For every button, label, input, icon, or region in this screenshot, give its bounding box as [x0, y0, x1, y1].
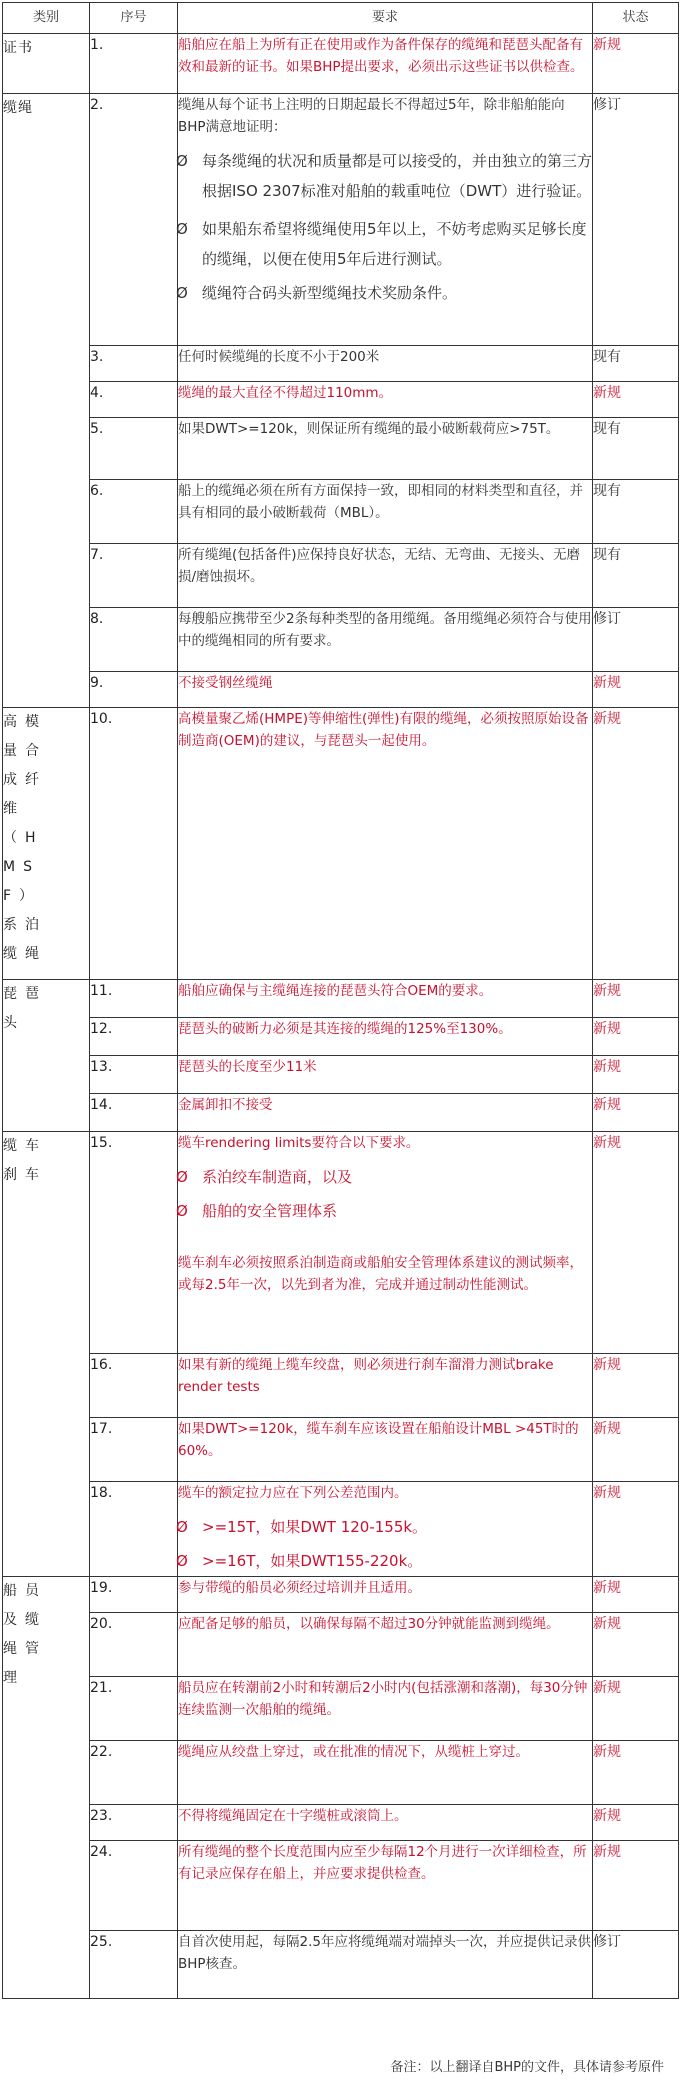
row-number: 25.	[90, 1931, 178, 1999]
table-row	[3, 1677, 679, 1741]
header-status: 状态	[593, 3, 679, 34]
category-cell: 证书	[3, 34, 90, 94]
status-badge: 现有	[593, 480, 679, 544]
table-row	[3, 94, 679, 346]
requirement-text: 任何时候缆绳的长度不小于200米	[178, 346, 593, 382]
requirement-text: 缆车rendering limits要符合以下要求。	[178, 1135, 420, 1151]
status-badge: 新规	[593, 672, 679, 708]
status-badge: 新规	[593, 1018, 679, 1056]
row-number: 15.	[90, 1132, 178, 1354]
status-badge: 修订	[593, 1931, 679, 1999]
requirement-text: 应配备足够的船员，以确保每隔不超过30分钟就能监测到缆绳。	[178, 1613, 593, 1677]
status-badge: 新规	[593, 708, 679, 980]
table-row	[3, 1482, 679, 1577]
table-row	[3, 1018, 679, 1056]
row-number: 19.	[90, 1577, 178, 1613]
table-row	[3, 1931, 679, 1999]
table-row	[3, 1741, 679, 1805]
requirement-text: 缆绳从每个证书上注明的日期起最长不得超过5年，除非船舶能向BHP满意地证明：	[178, 97, 565, 135]
category-cell: 船员及缆绳管理	[3, 1577, 90, 1999]
header-number: 序号	[90, 3, 178, 34]
row-number: 16.	[90, 1354, 178, 1418]
status-badge: 新规	[593, 1482, 679, 1577]
header-category: 类别	[3, 3, 90, 34]
row-number: 13.	[90, 1056, 178, 1094]
requirement-text: 如果DWT>=120k，则保证所有缆绳的最小破断载荷应>75T。	[178, 418, 593, 480]
row-number: 23.	[90, 1805, 178, 1841]
row-number: 5.	[90, 418, 178, 480]
requirement-text: 不得将缆绳固定在十字缆桩或滚筒上。	[178, 1805, 593, 1841]
table-row	[3, 1132, 679, 1354]
sub-item: Ø 缆绳符合码头新型缆绳技术奖励条件。	[178, 278, 592, 308]
requirement-text: 缆绳的最大直径不得超过110mm。	[178, 382, 593, 418]
table-row	[3, 480, 679, 544]
requirement-cell	[178, 94, 593, 346]
row-number: 3.	[90, 346, 178, 382]
sub-item: Ø >=16T，如果DWT155-220k。	[178, 1546, 592, 1576]
requirement-text: 缆车的额定拉力应在下列公差范围内。	[178, 1485, 408, 1501]
status-badge: 新规	[593, 1577, 679, 1613]
row-number: 12.	[90, 1018, 178, 1056]
status-badge: 新规	[593, 1418, 679, 1482]
requirement-text: 船舶应在船上为所有正在使用或作为备件保存的缆绳和琵琶头配备有效和最新的证书。如果BHP提出要求，必须出示这些证书以供检查。	[178, 34, 593, 94]
row-number: 2.	[90, 94, 178, 346]
requirement-text: 如果有新的缆绳上缆车绞盘，则必须进行刹车溜滑力测试brake render tests	[178, 1354, 593, 1418]
sub-item: Ø 船舶的安全管理体系	[178, 1196, 592, 1226]
table-row	[3, 418, 679, 480]
status-badge: 新规	[593, 980, 679, 1018]
status-badge: 现有	[593, 346, 679, 382]
table-row	[3, 1577, 679, 1613]
requirement-text: 参与带缆的船员必须经过培训并且适用。	[178, 1577, 593, 1613]
row-number: 14.	[90, 1094, 178, 1132]
table-row	[3, 544, 679, 608]
table-row	[3, 346, 679, 382]
table-row	[3, 672, 679, 708]
status-badge: 新规	[593, 1741, 679, 1805]
status-badge: 新规	[593, 1613, 679, 1677]
requirement-text: 每艘船应携带至少2条每种类型的备用缆绳。备用缆绳必须符合与使用中的缆绳相同的所有要求。	[178, 608, 593, 672]
requirement-text: 船员应在转潮前2小时和转潮后2小时内(包括涨潮和落潮)，每30分钟连续监测一次船舶的缆绳。	[178, 1677, 593, 1741]
status-badge: 新规	[593, 1841, 679, 1931]
table-row	[3, 708, 679, 980]
table-row	[3, 980, 679, 1018]
requirement-text-continued: 缆车刹车必须按照系泊制造商或船舶安全管理体系建议的测试频率，或每2.5年一次，以先到者为准，完成并通过制动性能测试。	[178, 1255, 583, 1293]
table-row	[3, 1613, 679, 1677]
status-badge: 新规	[593, 1805, 679, 1841]
row-number: 22.	[90, 1741, 178, 1805]
status-badge: 新规	[593, 1354, 679, 1418]
row-number: 7.	[90, 544, 178, 608]
requirement-text: 如果DWT>=120k，缆车刹车应该设置在船舶设计MBL >45T时的60%。	[178, 1418, 593, 1482]
requirements-table	[2, 2, 679, 1999]
status-badge: 新规	[593, 1056, 679, 1094]
table-row	[3, 1354, 679, 1418]
sub-item: Ø 系泊绞车制造商，以及	[178, 1162, 592, 1192]
table-row	[3, 1418, 679, 1482]
row-number: 8.	[90, 608, 178, 672]
requirement-text: 自首次使用起，每隔2.5年应将缆绳端对端掉头一次，并应提供记录供BHP核查。	[178, 1931, 593, 1999]
status-badge: 现有	[593, 418, 679, 480]
requirement-text: 缆绳应从绞盘上穿过，或在批准的情况下，从缆桩上穿过。	[178, 1741, 593, 1805]
requirement-cell	[178, 1482, 593, 1577]
category-cell: 缆车刹车	[3, 1132, 90, 1577]
status-badge: 新规	[593, 1132, 679, 1354]
table-row	[3, 1056, 679, 1094]
category-cell: 缆绳	[3, 94, 90, 708]
requirement-text: 琵琶头的破断力必须是其连接的缆绳的125%至130%。	[178, 1018, 593, 1056]
table-row	[3, 608, 679, 672]
sub-item: Ø 每条缆绳的状况和质量都是可以接受的，并由独立的第三方根据ISO 2307标准对船舶的载重吨位（DWT）进行验证。	[178, 146, 592, 206]
footnote: 备注：以上翻译自BHP的文件，具体请参考原件	[390, 2060, 664, 2075]
requirement-text: 琵琶头的长度至少11米	[178, 1056, 593, 1094]
sub-item: Ø 如果船东希望将缆绳使用5年以上，不妨考虑购买足够长度的缆绳，以便在使用5年后进行测试。	[178, 214, 592, 274]
table-header-row	[3, 3, 679, 34]
row-number: 6.	[90, 480, 178, 544]
sub-item: Ø >=15T，如果DWT 120-155k。	[178, 1512, 592, 1542]
row-number: 9.	[90, 672, 178, 708]
row-number: 11.	[90, 980, 178, 1018]
requirement-text: 所有缆绳(包括备件)应保持良好状态，无结、无弯曲、无接头、无磨损/磨蚀损坏。	[178, 544, 593, 608]
table-row	[3, 1805, 679, 1841]
category-cell: 高模量合成纤维（HMSF）系泊缆绳	[3, 708, 90, 980]
table-row	[3, 1841, 679, 1931]
status-badge: 修订	[593, 94, 679, 346]
row-number: 17.	[90, 1418, 178, 1482]
status-badge: 新规	[593, 1677, 679, 1741]
table-row	[3, 382, 679, 418]
requirement-text: 不接受钢丝缆绳	[178, 672, 593, 708]
status-badge: 修订	[593, 608, 679, 672]
status-badge: 新规	[593, 1094, 679, 1132]
requirement-text: 船舶应确保与主缆绳连接的琵琶头符合OEM的要求。	[178, 980, 593, 1018]
status-badge: 新规	[593, 34, 679, 94]
table-row	[3, 34, 679, 94]
row-number: 18.	[90, 1482, 178, 1577]
requirement-text: 船上的缆绳必须在所有方面保持一致，即相同的材料类型和直径，并具有相同的最小破断载荷（MBL）。	[178, 480, 593, 544]
requirement-text: 高模量聚乙烯(HMPE)等伸缩性(弹性)有限的缆绳，必须按照原始设备制造商(OEM)的建议，与琵琶头一起使用。	[178, 708, 593, 980]
row-number: 24.	[90, 1841, 178, 1931]
requirement-cell	[178, 1132, 593, 1354]
row-number: 20.	[90, 1613, 178, 1677]
requirement-text: 金属卸扣不接受	[178, 1094, 593, 1132]
header-requirement: 要求	[178, 3, 593, 34]
row-number: 1.	[90, 34, 178, 94]
category-cell: 琵琶头	[3, 980, 90, 1132]
table-row	[3, 1094, 679, 1132]
row-number: 4.	[90, 382, 178, 418]
row-number: 10.	[90, 708, 178, 980]
status-badge: 新规	[593, 382, 679, 418]
row-number: 21.	[90, 1677, 178, 1741]
requirement-text: 所有缆绳的整个长度范围内应至少每隔12个月进行一次详细检查，所有记录应保存在船上，并应要求提供检查。	[178, 1841, 593, 1931]
status-badge: 现有	[593, 544, 679, 608]
